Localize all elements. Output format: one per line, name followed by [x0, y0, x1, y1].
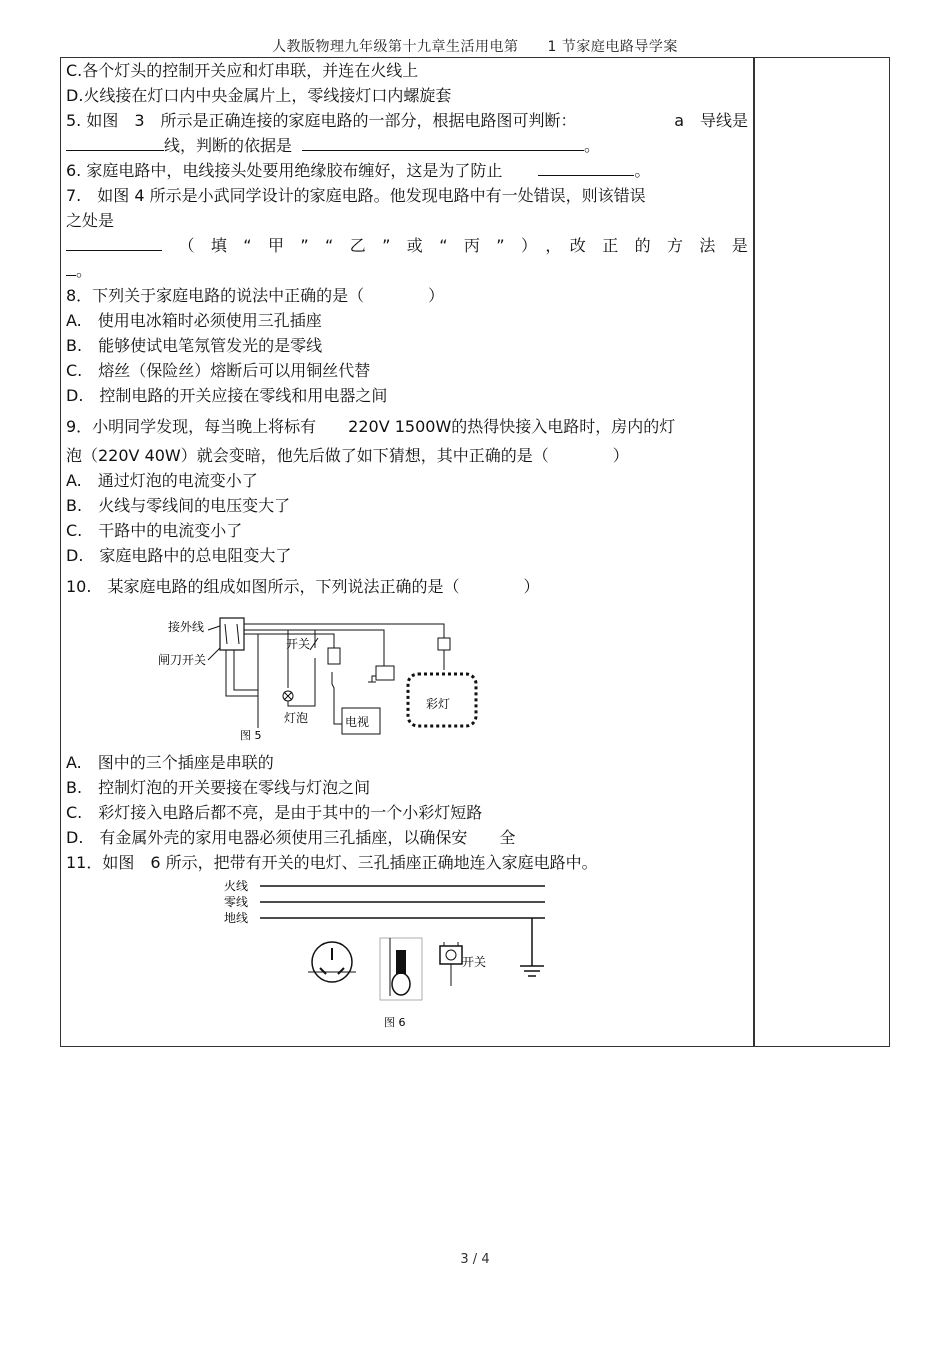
socket-hole [320, 968, 326, 974]
question-10-option-a: A. 图中的三个插座是串联的 [66, 753, 274, 772]
label-switch: 开关 [462, 955, 487, 969]
figure-5-household-circuit [150, 608, 490, 748]
wire [226, 650, 258, 696]
wire [244, 630, 384, 648]
switch-knob [446, 950, 456, 960]
question-9-line-2: 泡（220V 40W）就会变暗，他先后做了如下猜想，其中正确的是（ ） [66, 446, 629, 465]
wire [234, 650, 258, 690]
wire [244, 624, 444, 638]
question-10-option-d: D. 有金属外壳的家用电器必须使用三孔插座，以确保安 全 [66, 828, 516, 847]
page-number: 3 / 4 [460, 1252, 490, 1267]
question-7-end: 。 [76, 261, 93, 280]
question-10-option-b: B. 控制灯泡的开关要接在零线与灯泡之间 [66, 778, 371, 797]
knife-blade [237, 624, 239, 644]
question-8-option-d: D. 控制电路的开关应接在零线和用电器之间 [66, 386, 388, 405]
knife-blade [225, 624, 227, 644]
label-ground-wire: 地线 [224, 911, 249, 925]
option-d-line: D.火线接在灯口内中央金属片上，零线接灯口内螺旋套 [66, 86, 452, 105]
question-9-option-c: C. 干路中的电流变小了 [66, 521, 243, 540]
question-10: 10. 某家庭电路的组成如图所示，下列说法正确的是（ ） [66, 577, 540, 596]
question-9-option-a: A. 通过灯泡的电流变小了 [66, 471, 258, 490]
question-7-line-4 [66, 258, 748, 283]
question-9-line-1: 9．小明同学发现，每当晚上将标有 220V 1500W的热得快接入电路时，房内的灯 [66, 417, 676, 436]
label-switch: 开关 [286, 637, 311, 651]
question-9-option-d: D. 家庭电路中的总电阻变大了 [66, 546, 292, 565]
label-live-wire: 火线 [224, 879, 249, 893]
question-content [66, 58, 748, 599]
pointer-line [208, 648, 220, 660]
question-9-option-b: B. 火线与零线间的电压变大了 [66, 496, 291, 515]
question-7-line-1: 7. 如图 4 所示是小武同学设计的家庭电路。他发现电路中有一处错误，则该错误 [66, 186, 646, 205]
ground-wire [372, 676, 376, 682]
label-neutral-wire: 零线 [224, 895, 249, 909]
socket-three-hole [376, 666, 394, 680]
question-5-text-b: a 导线是 [674, 111, 748, 130]
question-7-line-2: 之处是 [66, 211, 115, 230]
question-8-option-a: A. 使用电冰箱时必须使用三孔插座 [66, 311, 322, 330]
question-10-option-c: C. 彩灯接入电路后都不亮，是由于其中的一个小彩灯短路 [66, 803, 483, 822]
question-7-line-3 [66, 233, 748, 258]
figure-6-wiring-task [220, 876, 630, 1036]
socket-lights [438, 638, 450, 650]
switch-lever [310, 638, 318, 650]
question-5-end: 。 [584, 136, 601, 155]
question-5-line-1 [66, 108, 748, 133]
label-bulb: 灯泡 [284, 711, 309, 725]
label-in-line: 接外线 [168, 620, 205, 634]
switch-box [440, 946, 462, 964]
question-8-option-c: C. 熔丝（保险丝）熔断后可以用铜丝代替 [66, 361, 371, 380]
knife-switch-box [220, 618, 244, 650]
label-tv: 电视 [345, 715, 370, 729]
figure-6-caption: 图 6 [384, 1016, 406, 1029]
figure-5-caption: 图 5 [240, 729, 262, 742]
pointer-line [208, 626, 220, 630]
question-7-text-c: （ 填 “ 甲 ” “ 乙 ” 或 “ 丙 ” ） ， 改 正 的 方 法 是 [178, 236, 748, 255]
lamp-holder [396, 950, 406, 974]
answer-blank[interactable] [538, 158, 634, 176]
option-c-line: C.各个灯头的控制开关应和灯串联，并连在火线上 [66, 61, 419, 80]
question-8-option-b: B. 能够使试电笔氖管发光的是零线 [66, 336, 323, 355]
answer-blank[interactable] [66, 233, 162, 251]
label-colored-lights: 彩灯 [426, 697, 451, 711]
label-knife-switch: 闸刀开关 [158, 653, 207, 667]
question-content-continued [66, 750, 748, 875]
answer-blank[interactable] [66, 258, 76, 276]
plug-wire [332, 672, 342, 724]
question-6-line [66, 158, 748, 183]
answer-blank[interactable] [302, 133, 584, 151]
question-5-text-c: 线，判断的依据是 [164, 136, 293, 155]
question-6-end: 。 [634, 161, 651, 180]
question-6-text: 6. 家庭电路中，电线接头处要用绝缘胶布缠好，这是为了防止 [66, 161, 503, 180]
page-header: 人教版物理九年级第十九章生活用电第 1 节家庭电路导学案 [272, 39, 678, 55]
question-11: 11．如图 6 所示，把带有开关的电灯、三孔插座正确地连入家庭电路中。 [66, 853, 598, 872]
bulb-icon [392, 973, 410, 995]
socket-tv [328, 648, 340, 664]
answer-blank[interactable] [66, 133, 164, 151]
question-5-line-2 [66, 133, 748, 158]
table-column-divider [753, 57, 755, 1047]
question-8: 8．下列关于家庭电路的说法中正确的是（ ） [66, 286, 445, 305]
question-5-text: 5. 如图 3 所示是正确连接的家庭电路的一部分，根据电路图可判断： [66, 111, 577, 130]
socket-hole [338, 968, 344, 974]
